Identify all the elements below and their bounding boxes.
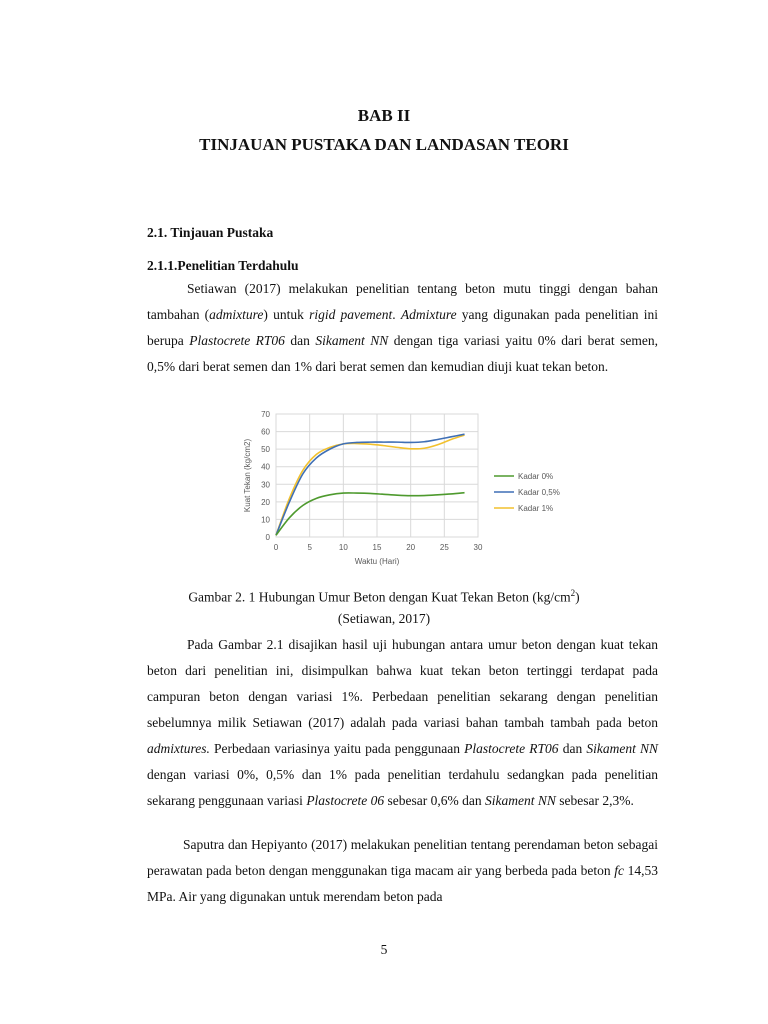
y-tick-label: 0 [265, 533, 270, 542]
section-heading: 2.1. Tinjauan Pustaka [147, 225, 274, 240]
paragraph-discussion: Pada Gambar 2.1 disajikan hasil uji hubungan antara umur beton dengan kuat tekan beton dari penelitian ini, disimpulkan bahwa kuat tekan beton tertinggi terdapat pada campuran beton dengan variasi 1%. Perbedaan penelitian sekarang dengan penelitian sebelumnya milik Setiawan (2017) adalah pada variasi bahan tambah tambah pada beton admixtures. Perbedaan variasinya yaitu pada penggunaan Plastocrete RT06 dan Sikament NN dengan variasi 0%, 0,5% dan 1% pada penelitian terdahulu sedangkan pada penelitian sekarang penggunaan variasi Plastocrete 06 sebesar 0,6% dan Sikament NN sebesar 2,3%. [147, 637, 658, 808]
figure-source: (Setiawan, 2017) [337, 611, 431, 626]
y-tick-label: 60 [261, 427, 270, 437]
legend-label: Kadar 0,5% [518, 488, 560, 497]
y-tick-label: 20 [261, 497, 270, 507]
y-tick-label: 10 [261, 515, 270, 525]
y-tick-label: 40 [261, 462, 270, 472]
series-line [276, 435, 465, 535]
x-tick-label: 10 [338, 543, 348, 552]
page-number: 5 [380, 942, 388, 957]
chapter-number: BAB II [357, 106, 411, 125]
x-tick-label: 5 [307, 543, 312, 552]
chart-svg [232, 404, 572, 572]
x-tick-label: 30 [473, 543, 483, 552]
y-tick-label: 30 [261, 480, 270, 490]
x-axis-label: Waktu (Hari) [354, 557, 400, 566]
paragraph-setiawan: Setiawan (2017) melakukan penelitian tentang beton mutu tinggi dengan bahan tambahan (admixture) untuk rigid pavement. Admixture yang digunakan pada penelitian ini berupa Plastocrete RT06 dan Sikament NN dengan tiga variasi yaitu 0% dari berat semen, 0,5% dari berat semen dan 1% dari berat semen dan kemudian diuji kuat tekan beton. [147, 281, 658, 374]
strength-chart [232, 404, 572, 572]
x-tick-label: 15 [372, 543, 382, 552]
legend-label: Kadar 0% [518, 472, 554, 481]
y-tick-label: 70 [261, 410, 270, 419]
x-tick-label: 0 [273, 543, 279, 552]
y-tick-label: 50 [261, 445, 270, 455]
chapter-title: TINJAUAN PUSTAKA DAN LANDASAN TEORI [199, 135, 569, 154]
y-axis-label: Kuat Tekan (kg/cm2) [243, 438, 252, 513]
x-tick-label: 25 [439, 543, 449, 552]
x-tick-label: 20 [406, 543, 416, 552]
paragraph-saputra: Saputra dan Hepiyanto (2017) melakukan penelitian tentang perendaman beton sebagai perawatan pada beton dengan menggunakan tiga macam air yang berbeda pada beton fc 14,53 MPa. Air yang digunakan untuk merendam beton pada [147, 837, 658, 904]
series-line [276, 493, 465, 536]
subsection-heading: 2.1.1.Penelitian Terdahulu [147, 258, 299, 273]
figure-caption: Gambar 2. 1 Hubungan Umur Beton dengan Kuat Tekan Beton $(kg/cm^2)$ [188, 588, 580, 605]
legend-label: Kadar 1% [518, 504, 554, 513]
